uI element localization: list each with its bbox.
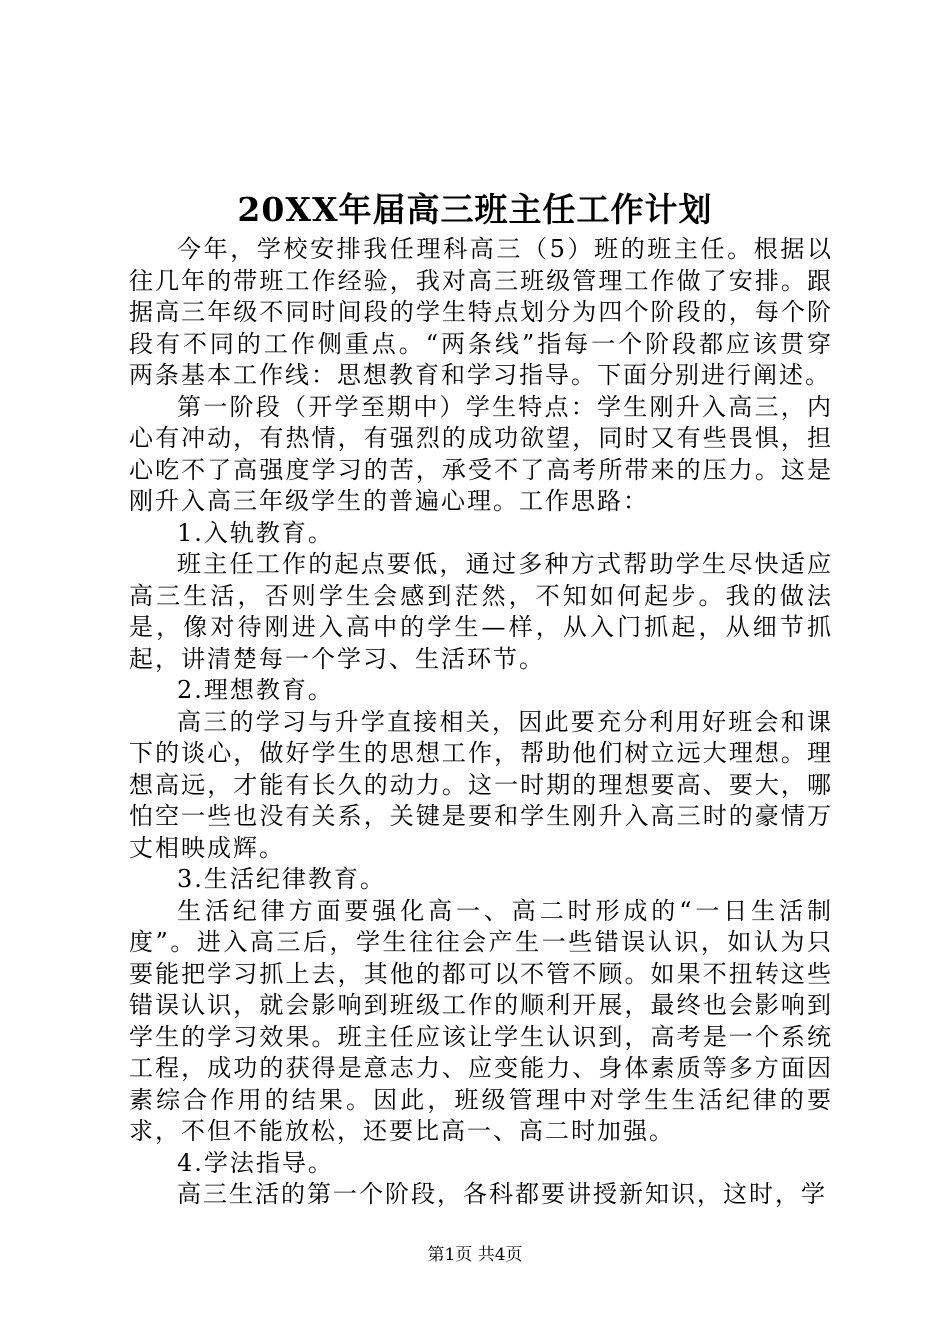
paragraph: 今年，学校安排我任理科高三（5）班的班主任。根据以往几年的带班工作经验，我对高三班级管理工作做了安排。跟据高三年级不同时间段的学生特点划分为四个阶段的，每个阶段有不同的工作侧重点。“两条线”指每一个阶段都应该贯穿两条基本工作线：思想教育和学习指导。下面分别进行阐述。 — [129, 235, 833, 389]
paragraph: 班主任工作的起点要低，通过多种方式帮助学生尽快适应高三生活，否则学生会感到茫然，不知如何起步。我的做法是，像对待刚进入高中的学生—样，从入门抓起，从细节抓起，讲清楚每一个学习、生活环节。 — [129, 550, 833, 673]
section-heading: 1.入轨教育。 — [177, 518, 334, 547]
page-title: 20XX年届高三班主任工作计划 — [237, 190, 713, 229]
section-heading: 2.理想教育。 — [177, 676, 334, 704]
paragraph: 第一阶段（开学至期中）学生特点：学生刚升入高三，内心有冲动，有热情，有强烈的成功欲望，同时又有些畏惧，担心吃不了高强度学习的苦，承受不了高考所带来的压力。这是刚升入高三年级学生的普遍心理。工作思路： — [129, 392, 833, 515]
paragraph: 高三生活的第一个阶段，各科都要讲授新知识，这时，学 — [177, 1180, 827, 1208]
section-heading: 3.生活纪律教育。 — [177, 865, 386, 893]
document-body — [129, 234, 833, 1211]
paragraph: 高三的学习与升学直接相关，因此要充分利用好班会和课下的谈心，做好学生的思想工作，帮助他们树立远大理想。理想高远，才能有长久的动力。这一时期的理想要高、要大，哪怕空一些也没有关系，关键是要和学生刚升入高三时的豪情万丈相映成辉。 — [129, 707, 833, 862]
page-number-footer: 第1页 共4页 — [427, 1245, 523, 1265]
paragraph: 生活纪律方面要强化高一、高二时形成的“一日生活制度”。进入高三后，学生往往会产生一些错误认识，如认为只要能把学习抓上去，其他的都可以不管不顾。如果不扭转这些错误认识，就会影响到班级工作的顺利开展，最终也会影响到学生的学习效果。班主任应该让学生认识到，高考是一个系统工程，成功的获得是意志力、应变能力、身体素质等多方面因素综合作用的结果。因此，班级管理中对学生生活纪律的要求，不但不能放松，还要比高一、高二时加强。 — [129, 896, 833, 1145]
section-heading: 4.学法指导。 — [177, 1148, 334, 1177]
